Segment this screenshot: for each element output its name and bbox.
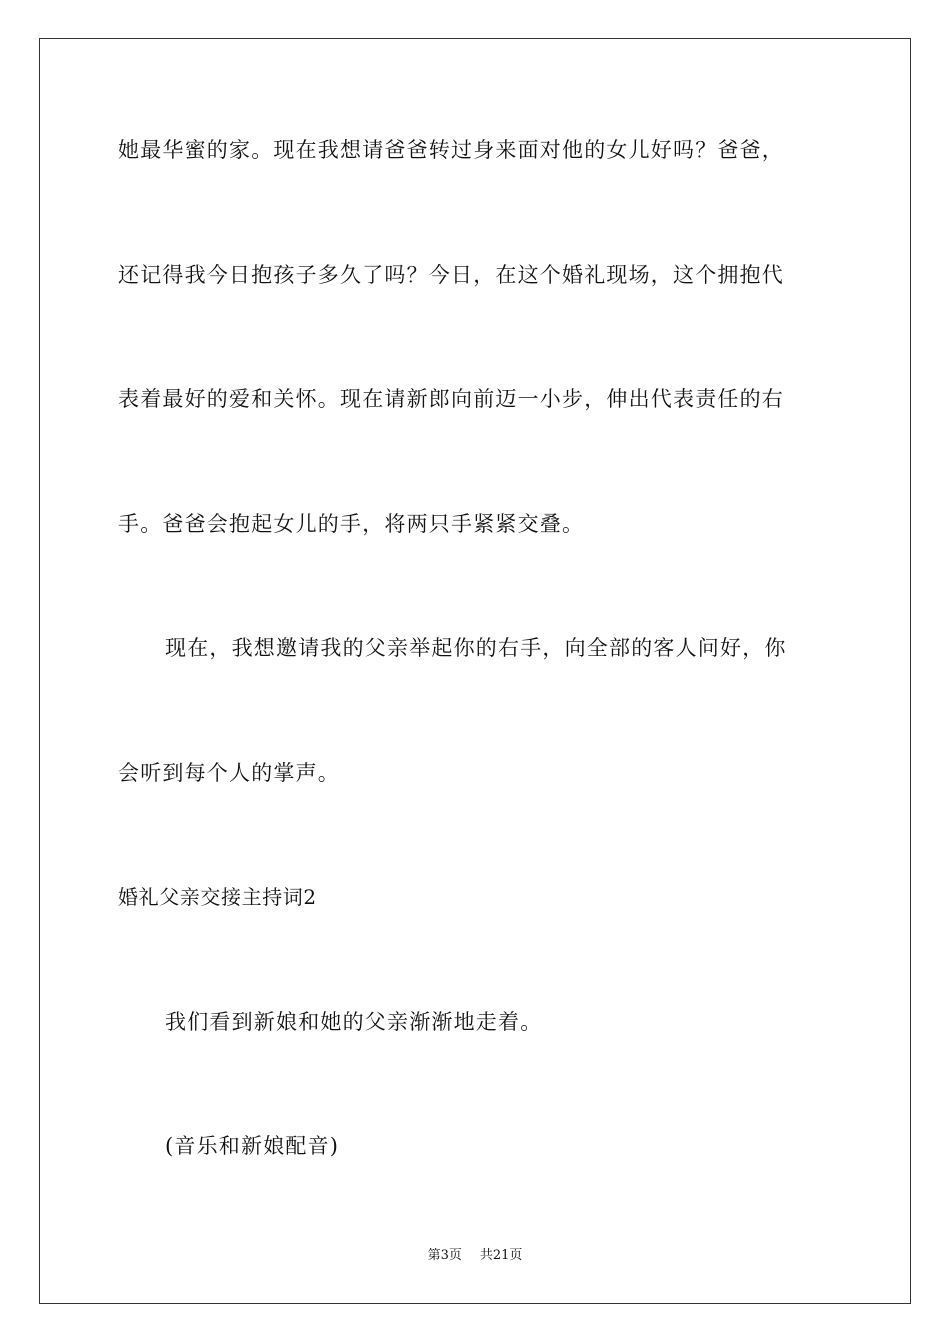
body-text-line: (音乐和新娘配音): [165, 1134, 340, 1158]
body-text-line: 我们看到新娘和她的父亲渐渐地走着。: [165, 1010, 543, 1034]
body-text-line: 还记得我今日抱孩子多久了吗？今日，在这个婚礼现场，这个拥抱代: [118, 263, 784, 287]
body-text-line: 现在，我想邀请我的父亲举起你的右手，向全部的客人问好，你: [165, 636, 787, 660]
body-text-line: 会听到每个人的掌声。: [118, 761, 340, 785]
page-total: 共21页: [479, 1248, 523, 1263]
body-text-line: 手。爸爸会抱起女儿的手，将两只手紧紧交叠。: [118, 512, 585, 536]
section-heading: 婚礼父亲交接主持词2: [118, 885, 317, 909]
page-footer: [0, 1247, 950, 1265]
body-text-line: 表着最好的爱和关怀。现在请新郎向前迈一小步，伸出代表责任的右: [118, 387, 784, 411]
page-number: 第3页: [427, 1248, 462, 1263]
body-text-line: 她最华蜜的家。现在我想请爸爸转过身来面对他的女儿好吗？爸爸，: [118, 138, 784, 162]
page-border: [39, 38, 911, 1304]
